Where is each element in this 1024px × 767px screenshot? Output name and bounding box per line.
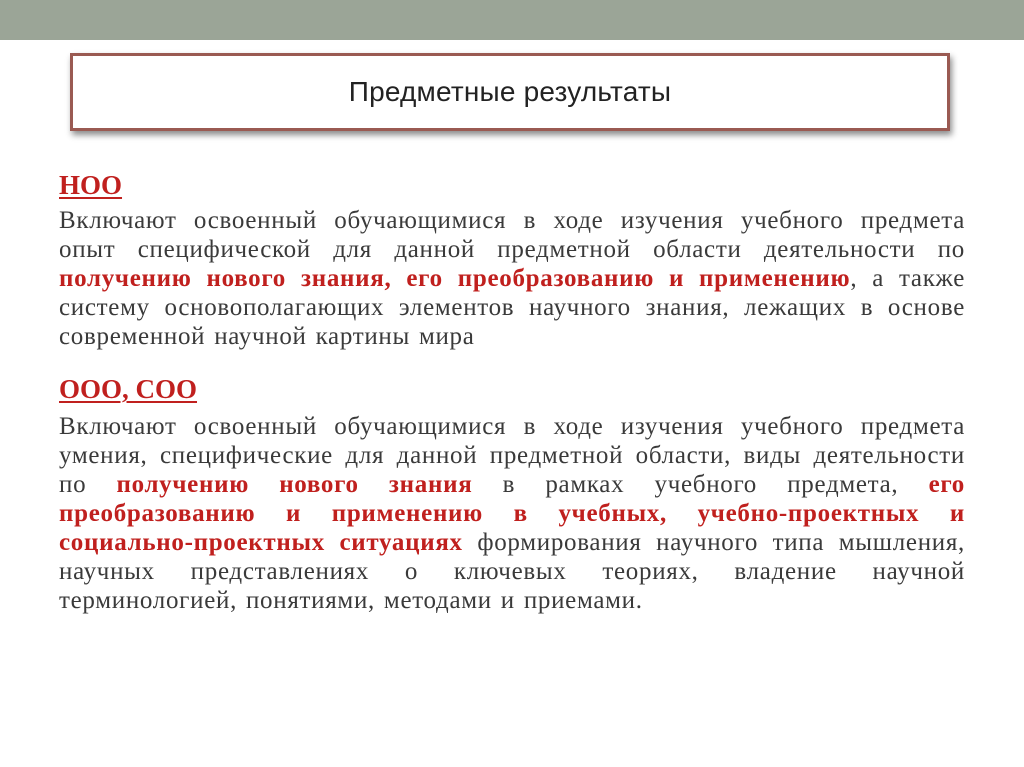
- highlight-text: его преобразованию и применению в учебных, учебно-проектных и социально-проектных ситуациях: [59, 471, 965, 556]
- body-text: в рамках учебного предмета,: [472, 471, 929, 498]
- section-heading-ooo-soo: ООО, СОО: [59, 374, 198, 404]
- slide-title: Предметные результаты: [348, 76, 672, 107]
- body-text: , а также систему основополагающих элементов научного знания, лежащих в основе современной научной картины мира: [59, 265, 965, 350]
- highlight-text: получению нового знания, его преобразованию и применению: [59, 265, 851, 292]
- body-text: Включают освоенный обучающимися в ходе изучения учебного предмета опыт специфической для данной предметной области деятельности по: [59, 207, 965, 263]
- section-heading-noo: НОО: [59, 170, 123, 200]
- highlight-text: получению нового знания: [116, 471, 473, 498]
- top-decor-band: [0, 0, 1024, 40]
- section-body-noo: [59, 206, 965, 351]
- body-text: Включают освоенный обучающимися в ходе изучения учебного предмета умения, специфические для данной предметной области, виды деятельности по: [59, 413, 965, 498]
- body-text: формирования научного типа мышления, научных представлениях о ключевых теориях, владение научной терминологией, понятиями, методами и приемами.: [59, 529, 965, 614]
- section-body-ooo-soo: [59, 412, 965, 615]
- slide-content: [59, 168, 965, 615]
- title-box: [70, 53, 950, 131]
